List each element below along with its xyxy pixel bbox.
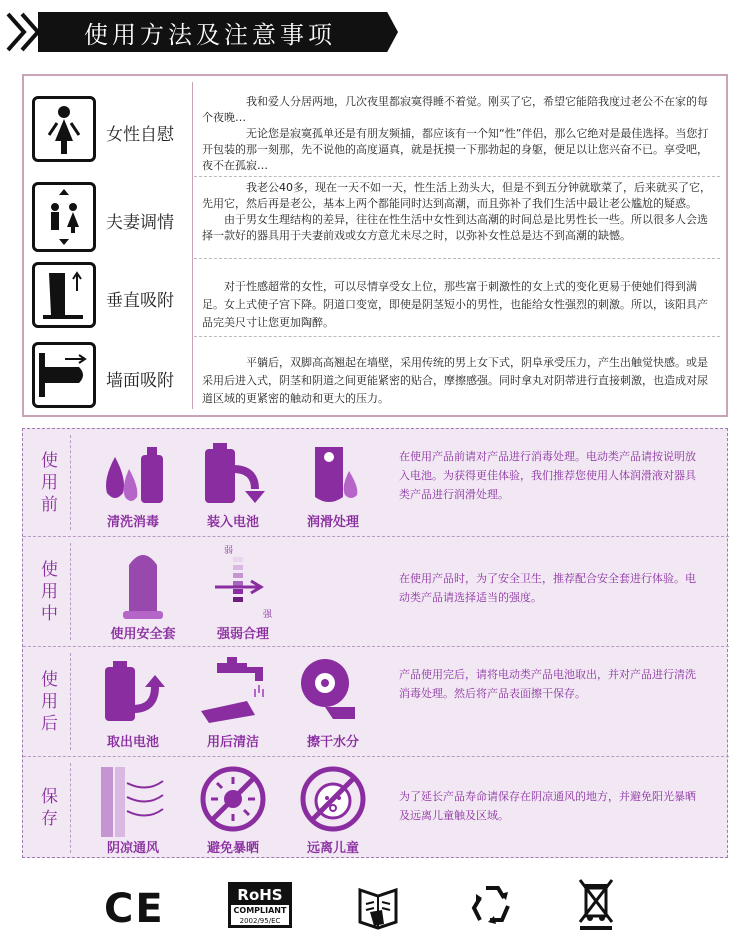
usage-row bbox=[24, 92, 726, 170]
care-item-label: 强弱合理 bbox=[216, 627, 269, 642]
care-item-label: 润滑处理 bbox=[306, 515, 359, 530]
remove-battery-icon bbox=[93, 653, 173, 733]
no-trash-bin-icon bbox=[574, 876, 618, 932]
usage-label: 垂直吸附 bbox=[106, 291, 174, 311]
header-banner bbox=[0, 0, 750, 62]
strong-label: 强 bbox=[263, 610, 273, 620]
usage-row bbox=[24, 262, 726, 340]
care-band-after bbox=[23, 647, 729, 757]
usage-label: 墙面吸附 bbox=[106, 371, 174, 391]
no-sun-icon bbox=[193, 761, 273, 841]
care-item-label: 使用安全套 bbox=[110, 627, 176, 642]
rohs-code: 2002/95/EC bbox=[239, 917, 281, 925]
band-side-text: 使 用 前 bbox=[41, 450, 58, 515]
care-instructions bbox=[22, 428, 728, 858]
read-manual-icon bbox=[352, 880, 404, 932]
band-side-text: 保 存 bbox=[41, 787, 58, 829]
rohs-title: RoHS bbox=[231, 885, 289, 905]
usage-text: 对于性感超常的女性，可以尽情享受女上位，那些富于刺激性的女上式的变化更易于使她们得到满足。女上式使子宫下降。阴道口变宽，即使是阴茎短小的男性，也能给女性强烈的刺激。所以，该阳具产品完美尺寸让您更加陶醉。 bbox=[202, 280, 708, 329]
usage-scenarios bbox=[22, 74, 728, 417]
separator bbox=[194, 176, 720, 177]
care-band-storage bbox=[23, 757, 729, 859]
care-item-label: 远离儿童 bbox=[306, 841, 359, 856]
lubricant-icon bbox=[293, 435, 373, 515]
separator bbox=[194, 258, 720, 259]
female-icon bbox=[32, 96, 96, 162]
recycle-icon bbox=[466, 880, 518, 932]
wash-icon bbox=[93, 435, 173, 515]
band-side-label bbox=[29, 543, 71, 640]
care-description: 在使用产品时，为了安全卫生，推荐配合安全套进行体验。电动类产品请选择适当的强度。 bbox=[399, 572, 696, 604]
usage-text: 我和爱人分居两地，几次夜里都寂寞得睡不着觉。刚买了它，希望它能陪我度过老公不在家的每个夜晚… 无论您是寂寞孤单还是有朋友频捕，都应该有一个知“性”伴侣，那么它绝对是最佳选择。当您打开包装的那一刻那，先不说他的高度逼真，就是抚摸一下那勃起的身躯，便足以让您兴奋不已。享受吧，夜不在孤寂… bbox=[202, 95, 709, 172]
usage-row bbox=[24, 180, 726, 260]
care-description: 在使用产品前请对产品进行消毒处理。电动类产品请按说明放入电池。为获得更佳体验，我们推荐您使用人体润滑液对器具类产品进行润滑处理。 bbox=[399, 450, 696, 501]
care-description: 为了延长产品寿命请保存在阴凉通风的地方，并避免阳光暴晒及远离儿童触及区域。 bbox=[399, 790, 696, 822]
usage-text: 我老公40多，现在一天不如一天，性生活上劲头大，但是不到五分钟就歇菜了，后来就买了它，先用它，然后再是老公，基本上两个都能同时达到高潮，而且弥补了我们生活中最让老公尴尬的疑惑。 由于男女生理结构的差异，往往在性生活中女性到达高潮的时间总是比男性长一些。所以很多人会选择一款好的器具用于夫妻前戏或女方意尤未尽之时，以弥补女性总是达不到高潮的缺憾。 bbox=[202, 181, 711, 242]
care-item-label: 取出电池 bbox=[106, 735, 159, 750]
care-item-label: 用后清洁 bbox=[206, 735, 259, 750]
usage-text: 平躺后，双脚高高翘起在墙壁，采用传统的男上女下式，阴阜承受压力，产生出触觉快感。或是采用后进入式，阴茎和阴道之间更能紧密的贴合，摩擦感强。同时拿丸对阴蒂进行直接刺激，也造成对尿道区域的更紧密的触动和更大的压力。 bbox=[202, 356, 708, 405]
care-description: 产品使用完后，请将电动类产品电池取出，并对产品进行清洗消毒处理。然后将产品表面擦干保存。 bbox=[399, 668, 696, 700]
faucet-icon bbox=[193, 653, 273, 733]
ventilation-icon bbox=[93, 763, 173, 843]
rohs-sub: COMPLIANT bbox=[233, 906, 287, 915]
insert-battery-icon bbox=[193, 435, 273, 515]
usage-label: 女性自慰 bbox=[106, 125, 174, 145]
band-side-text: 使 用 中 bbox=[41, 559, 58, 624]
certifications bbox=[0, 868, 750, 944]
usage-label: 夫妻调情 bbox=[106, 213, 174, 233]
separator bbox=[194, 336, 720, 337]
vertical-suction-icon bbox=[32, 262, 96, 328]
band-side-label bbox=[29, 763, 71, 853]
band-side-text: 使 用 后 bbox=[41, 669, 58, 734]
page-title: 使用方法及注意事项 bbox=[84, 21, 336, 49]
care-band-before bbox=[23, 429, 729, 537]
usage-row bbox=[24, 340, 726, 416]
ce-mark: CE bbox=[104, 886, 165, 932]
care-band-during bbox=[23, 537, 729, 647]
weak-label: 弱 bbox=[224, 546, 234, 556]
care-item-label: 清洗消毒 bbox=[106, 515, 159, 530]
paper-towel-icon bbox=[293, 653, 373, 733]
no-children-icon bbox=[293, 761, 373, 841]
care-item-label: 擦干水分 bbox=[306, 735, 359, 750]
couple-icon bbox=[32, 182, 96, 252]
band-side-label bbox=[29, 435, 71, 530]
care-item-label: 装入电池 bbox=[206, 515, 259, 530]
wall-suction-icon bbox=[32, 342, 96, 408]
care-item-label: 阴凉通风 bbox=[106, 841, 159, 856]
condom-icon bbox=[103, 545, 183, 625]
band-side-label bbox=[29, 653, 71, 750]
care-item-label: 避免暴晒 bbox=[206, 841, 259, 856]
rohs-badge bbox=[228, 882, 292, 928]
